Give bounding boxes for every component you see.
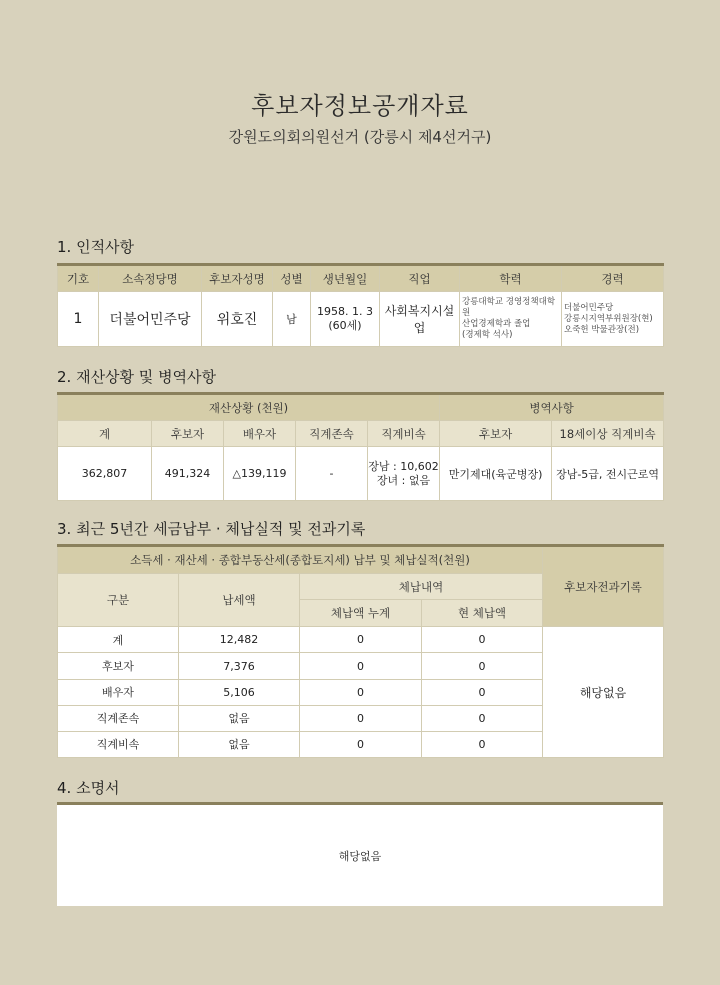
tax-arrears-total: 0 (300, 731, 422, 757)
header-ascendant: 직계존속 (296, 421, 368, 447)
tax-arrears-total: 0 (300, 705, 422, 731)
header-military-descendant: 18세이상 직계비속 (552, 421, 664, 447)
tax-arrears-total: 0 (300, 679, 422, 705)
property-descendant (368, 447, 440, 501)
career-line: 오죽헌 박물관장(전) (564, 324, 640, 335)
header-military-candidate: 후보자 (440, 421, 552, 447)
candidate-name: 위호진 (202, 292, 273, 347)
property-ascendant: - (296, 447, 368, 501)
group-military: 병역사항 (440, 394, 664, 421)
tax-label: 직계존속 (58, 705, 179, 731)
career-line: 더불어민주당 (564, 302, 614, 313)
header-number: 기호 (58, 265, 99, 292)
page-subtitle: 강원도의회의원선거 (강릉시 제4선거구) (228, 128, 492, 146)
criminal-record: 해당없음 (543, 627, 664, 758)
military-descendant: 장남-5급, 전시근로역 (552, 447, 664, 501)
tax-arrears-total: 0 (300, 653, 422, 679)
header-arrears-current: 현 체납액 (422, 600, 543, 627)
descendant-line: 장남 : 10,602 (368, 459, 439, 473)
birth-date: 1958. 1. 3 (317, 305, 373, 318)
candidate-education (460, 292, 562, 347)
header-name: 후보자성명 (202, 265, 273, 292)
header-arrears-total: 체납액 누계 (300, 600, 422, 627)
section1-heading: 1. 인적사항 (57, 238, 135, 256)
section2-heading: 2. 재산상황 및 병역사항 (57, 368, 217, 386)
header-category: 구분 (58, 574, 179, 627)
group-property: 재산상황 (천원) (58, 394, 440, 421)
tax-criminal-table (57, 544, 664, 758)
property-candidate: 491,324 (152, 447, 224, 501)
tax-paid: 5,106 (179, 679, 300, 705)
section3-heading: 3. 최근 5년간 세금납부 · 체납실적 및 전과기록 (57, 520, 366, 538)
tax-paid: 없음 (179, 731, 300, 757)
personal-info-table (57, 263, 664, 347)
tax-label: 직계비속 (58, 731, 179, 757)
group-criminal: 후보자전과기록 (543, 546, 664, 627)
tax-arrears-current: 0 (422, 731, 543, 757)
section4-heading: 4. 소명서 (57, 779, 120, 797)
tax-arrears-current: 0 (422, 627, 543, 653)
table-row (58, 627, 664, 653)
education-line: (경제학 석사) (462, 330, 513, 340)
tax-label: 계 (58, 627, 179, 653)
property-military-table (57, 392, 664, 501)
property-total: 362,807 (58, 447, 152, 501)
tax-arrears-total: 0 (300, 627, 422, 653)
tax-paid: 12,482 (179, 627, 300, 653)
education-line: 강릉대학교 경영정책대학원 (462, 297, 556, 318)
header-paid: 납세액 (179, 574, 300, 627)
candidate-career (562, 292, 664, 347)
statement-content: 해당없음 (338, 849, 382, 863)
career-line: 강릉시지역부위원장(현) (564, 313, 653, 324)
header-candidate: 후보자 (152, 421, 224, 447)
birth-age: (60세) (328, 319, 362, 332)
candidate-number: 1 (58, 292, 99, 347)
table-row (58, 447, 664, 501)
descendant-line: 장녀 : 없음 (376, 473, 431, 487)
candidate-job: 사회복지시설업 (380, 292, 460, 347)
header-career: 경력 (562, 265, 664, 292)
header-education: 학력 (460, 265, 562, 292)
header-job: 직업 (380, 265, 460, 292)
tax-label: 후보자 (58, 653, 179, 679)
candidate-gender: 남 (273, 292, 311, 347)
military-candidate: 만기제대(육군병장) (440, 447, 552, 501)
header-arrears: 체납내역 (300, 574, 543, 600)
group-tax: 소득세 · 재산세 · 종합부동산세(종합토지세) 납부 및 체납실적(천원) (58, 546, 543, 574)
header-descendant: 직계비속 (368, 421, 440, 447)
table-row (58, 292, 664, 347)
candidate-party: 더불어민주당 (99, 292, 202, 347)
candidate-birth (311, 292, 380, 347)
tax-label: 배우자 (58, 679, 179, 705)
statement-table (57, 802, 663, 906)
header-birth: 생년월일 (311, 265, 380, 292)
header-total: 계 (58, 421, 152, 447)
tax-arrears-current: 0 (422, 653, 543, 679)
tax-arrears-current: 0 (422, 679, 543, 705)
tax-arrears-current: 0 (422, 705, 543, 731)
header-gender: 성별 (273, 265, 311, 292)
header-spouse: 배우자 (224, 421, 296, 447)
property-spouse: △139,119 (224, 447, 296, 501)
tax-paid: 7,376 (179, 653, 300, 679)
tax-paid: 없음 (179, 705, 300, 731)
header-party: 소속정당명 (99, 265, 202, 292)
page-title: 후보자정보공개자료 (251, 92, 469, 120)
education-line: 산업경제학과 졸업 (462, 319, 531, 329)
